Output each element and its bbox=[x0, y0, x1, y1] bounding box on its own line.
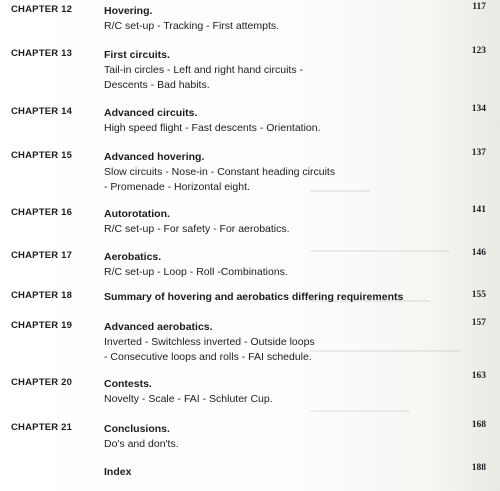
page-number: 157 bbox=[471, 318, 486, 328]
chapter-title: Autorotation. bbox=[104, 208, 170, 220]
chapter-number: CHAPTER 19 bbox=[11, 320, 73, 331]
chapter-description-line: R/C set-up - Tracking - First attempts. bbox=[104, 20, 280, 32]
page-number: 155 bbox=[471, 290, 486, 300]
chapter-number: CHAPTER 21 bbox=[11, 422, 73, 433]
chapter-title: Aerobatics. bbox=[104, 251, 162, 263]
chapter-title: Summary of hovering and aerobatics differing requirements bbox=[104, 291, 404, 303]
chapter-description-line: R/C set-up - For safety - For aerobatics. bbox=[104, 223, 290, 235]
page-number: 117 bbox=[472, 2, 486, 12]
page-number: 137 bbox=[471, 148, 486, 158]
page-number: 141 bbox=[471, 205, 486, 215]
chapter-number: CHAPTER 13 bbox=[11, 48, 73, 59]
chapter-number: CHAPTER 17 bbox=[11, 250, 73, 261]
chapter-content bbox=[104, 422, 434, 452]
chapter-description-line: Do's and don'ts. bbox=[104, 438, 179, 450]
page-number: 188 bbox=[471, 463, 486, 473]
chapter-description-line: R/C set-up - Loop - Roll -Combinations. bbox=[104, 266, 288, 278]
chapter-content bbox=[104, 207, 434, 237]
chapter-title: Contests. bbox=[104, 378, 152, 390]
chapter-description-line: Descents - Bad habits. bbox=[104, 79, 210, 91]
chapter-description-line: Inverted - Switchless inverted - Outside loops bbox=[104, 336, 315, 348]
chapter-title: Advanced circuits. bbox=[104, 107, 198, 119]
chapter-description-line: Slow circuits - Nose-in - Constant heading circuits bbox=[104, 166, 336, 178]
chapter-title: First circuits. bbox=[104, 49, 170, 61]
page-number: 123 bbox=[471, 46, 486, 56]
page-number: 134 bbox=[471, 104, 486, 114]
page-number: 146 bbox=[471, 248, 486, 258]
chapter-content bbox=[104, 150, 434, 195]
chapter-number: CHAPTER 14 bbox=[11, 106, 73, 117]
chapter-content bbox=[104, 377, 434, 407]
chapter-title: Conclusions. bbox=[104, 423, 170, 435]
chapter-content bbox=[104, 250, 434, 280]
chapter-number: CHAPTER 15 bbox=[11, 150, 73, 161]
chapter-content bbox=[104, 48, 434, 93]
chapter-content bbox=[104, 465, 434, 480]
chapter-description-line: Tail-in circles - Left and right hand circuits - bbox=[104, 64, 303, 76]
chapter-number: CHAPTER 20 bbox=[11, 377, 73, 388]
chapter-title: Advanced hovering. bbox=[104, 151, 205, 163]
chapter-description-line: - Promenade - Horizontal eight. bbox=[104, 181, 250, 193]
chapter-description-line: High speed flight - Fast descents - Orientation. bbox=[104, 122, 321, 134]
chapter-content bbox=[104, 290, 434, 305]
chapter-number: CHAPTER 12 bbox=[11, 4, 73, 15]
chapter-number: CHAPTER 16 bbox=[11, 207, 73, 218]
chapter-title: Index bbox=[104, 466, 132, 478]
chapter-content bbox=[104, 320, 434, 365]
chapter-content bbox=[104, 106, 434, 136]
page-number: 163 bbox=[471, 371, 486, 381]
chapter-description-line: - Consecutive loops and rolls - FAI schedule. bbox=[104, 351, 312, 363]
chapter-content bbox=[104, 4, 434, 34]
chapter-title: Hovering. bbox=[104, 5, 153, 17]
chapter-number: CHAPTER 18 bbox=[11, 290, 73, 301]
page-number: 168 bbox=[471, 420, 486, 430]
chapter-title: Advanced aerobatics. bbox=[104, 321, 213, 333]
chapter-description-line: Novelty - Scale - FAI - Schluter Cup. bbox=[104, 393, 273, 405]
